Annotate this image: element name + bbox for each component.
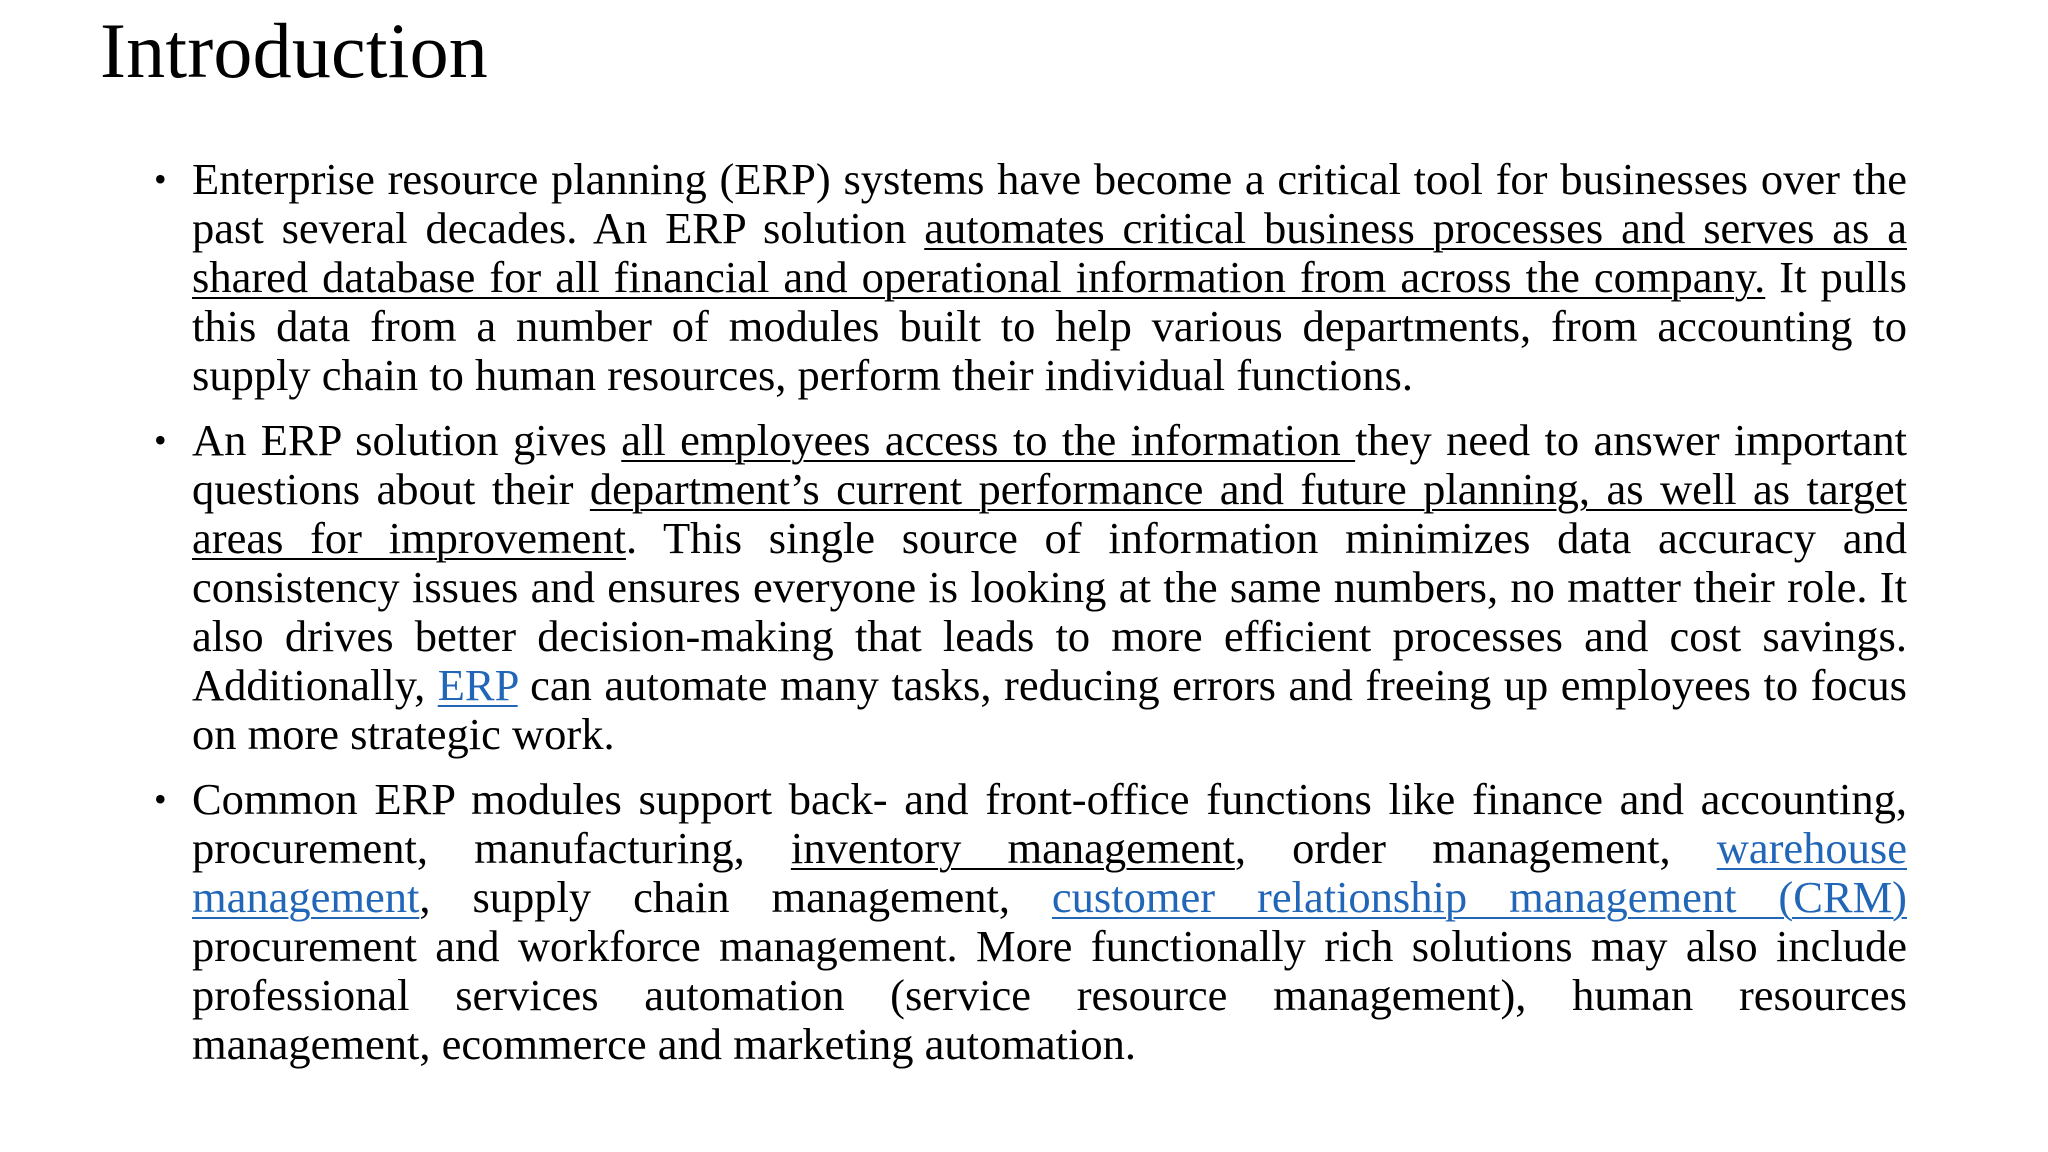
bullet-text: It pulls this data from a number of modules built to help various departments, from accounting to supply chain to human resources, perform their individual functions.	[192, 252, 1907, 400]
bullet-text: Common ERP modules support back- and front-office functions like finance and accounting, procurement, manufacturing,	[192, 774, 1907, 873]
bullet-item	[154, 154, 1908, 400]
warehouse-management-link[interactable]: warehouse management	[192, 823, 1907, 922]
erp-link[interactable]: ERP	[437, 660, 518, 710]
bullet-dot-icon: •	[154, 779, 167, 819]
underlined-text: all employees access to the information	[621, 415, 1356, 465]
bullet-text: , supply chain management,	[419, 872, 1052, 922]
bullet-text: , order management,	[1234, 823, 1717, 873]
bullet-text: procurement and workforce management. More functionally rich solutions may also include professional services automation (service resource management), human resources management, ecommerce and marketing automation.	[192, 921, 1907, 1069]
bullet-dot-icon: •	[154, 420, 167, 460]
bullet-text: they need to answer important questions about their	[192, 415, 1907, 514]
underlined-text: department’s current performance and future planning, as well as target areas for improvement	[192, 464, 1907, 563]
bullet-item	[154, 774, 1907, 1069]
bullet-text: Enterprise resource planning (ERP) systems have become a critical tool for businesses over the past several decades. An ERP solution	[192, 154, 1907, 253]
bullet-text: . This single source of information minimizes data accuracy and consistency issues and ensures everyone is looking at the same numbers, no matter their role. It also drives better decision-making that leads to more efficient processes and cost savings. Additionally,	[192, 513, 1907, 710]
underlined-text: automates critical business processes and serves as a shared database for all financial and operational information from across the company.	[192, 203, 1908, 302]
bullet-text: An ERP solution gives	[192, 415, 622, 465]
bullet-text: can automate many tasks, reducing errors and freeing up employees to focus on more strategic work.	[192, 660, 1907, 759]
underlined-text: inventory management	[790, 823, 1235, 873]
bullet-list	[154, 154, 1908, 1085]
bullet-item	[154, 415, 1907, 759]
bullet-dot-icon: •	[154, 159, 167, 199]
slide-title: Introduction	[100, 7, 488, 94]
crm-link[interactable]: customer relationship management (CRM)	[1051, 872, 1907, 922]
